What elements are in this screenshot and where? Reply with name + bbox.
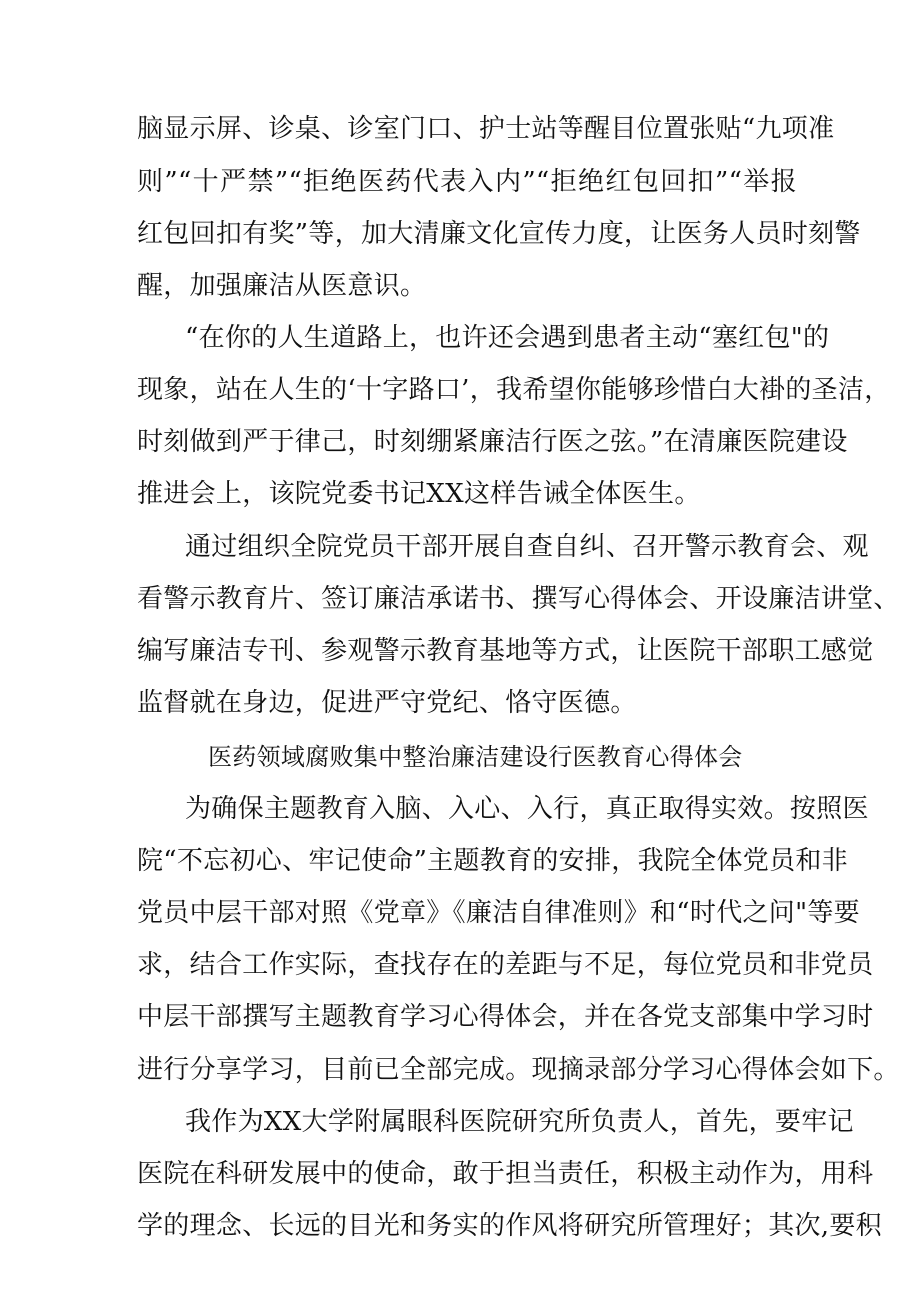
text-line: 监督就在身边，促进严守党纪、恪守医德。 (137, 688, 637, 718)
text-line: 院“不忘初心、牢记使命”主题教育的安排，我院全体党员和非 (137, 846, 848, 876)
text-line: 醒，加强廉洁从医意识。 (137, 271, 427, 301)
section-heading: 医药领域腐败集中整治廉洁建设行医教育心得体会 (208, 743, 743, 771)
text-line: 通过组织全院党员干部开展自查自纠、召开警示教育会、观 (185, 532, 869, 562)
text-line: “在你的人生道路上，也许还会遇到患者主动“塞红包"的 (185, 323, 830, 353)
text-line: 现象，站在人生的‘十字路口’，我希望你能够珍惜白大褂的圣洁， (137, 375, 891, 405)
text-line: 党员中层干部对照《党章》《廉洁自律准则》和“时代之问"等要 (137, 898, 860, 928)
text-line: 脑显示屏、诊桌、诊室门口、护士站等醒目位置张贴“九项准 (137, 114, 835, 144)
text-line: 时刻做到严于律己，时刻绷紧廉洁行医之弦。”在清廉医院建设 (137, 427, 848, 457)
text-line: 学的理念、长远的目光和务实的作风将研究所管理好；其次,要积 (137, 1211, 882, 1241)
text-line: 则”“十严禁”“拒绝医药代表入内”“拒绝红包回扣”“举报 (137, 167, 797, 197)
text-line: 求，结合工作实际，查找存在的差距与不足，每位党员和非党员 (137, 950, 874, 980)
text-line: 医院在科研发展中的使命，敢于担当责任，积极主动作为，用科 (137, 1159, 874, 1189)
text-line: 中层干部撰写主题教育学习心得体会，并在各党支部集中学习时 (137, 1002, 874, 1032)
text-line: 进行分享学习，目前已全部完成。现摘录部分学习心得体会如下。 (137, 1055, 900, 1085)
text-line: 为确保主题教育入脑、入心、入行，真正取得实效。按照医 (185, 794, 869, 824)
text-line: 我作为XX大学附属眼科医院研究所负责人，首先，要牢记 (185, 1107, 854, 1137)
text-line: 编写廉洁专刊、参观警示教育基地等方式，让医院干部职工感觉 (137, 636, 874, 666)
text-line: 推进会上，该院党委书记XX这样告诫全体医生。 (137, 479, 701, 509)
text-line: 看警示教育片、签订廉洁承诺书、撰写心得体会、开设廉洁讲堂、 (137, 584, 900, 614)
text-line: 红包回扣有奖”等，加大清廉文化宣传力度，让医务人员时刻警 (137, 219, 861, 249)
